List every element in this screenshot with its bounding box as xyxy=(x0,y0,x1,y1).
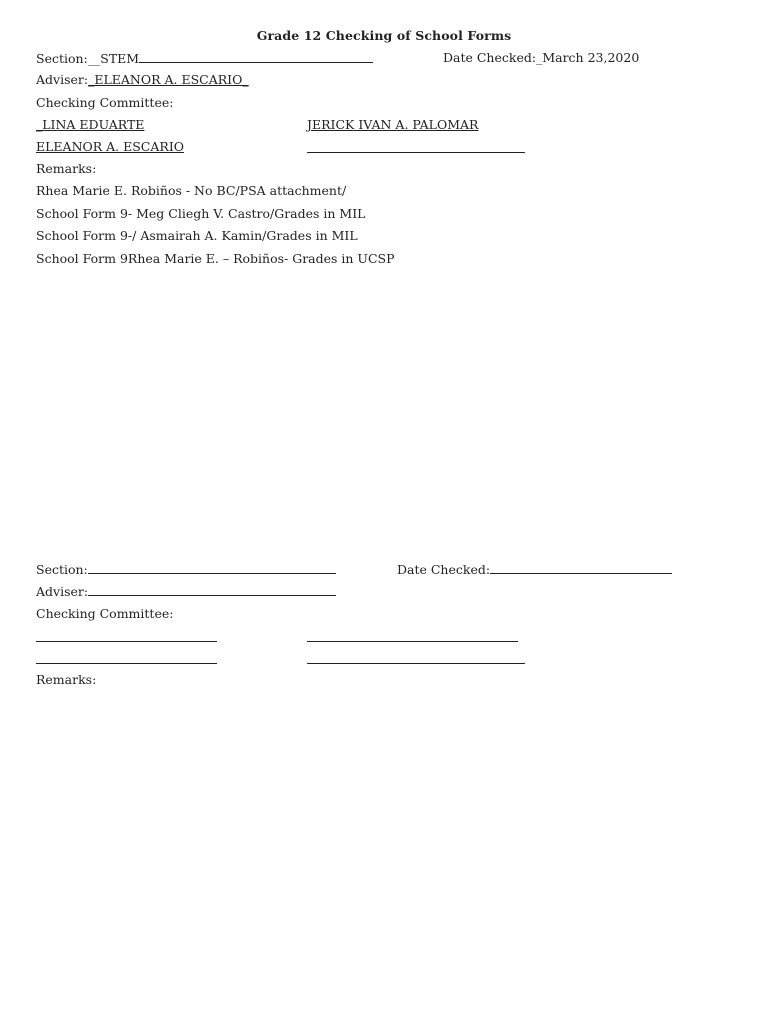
committee-member-3: ELEANOR A. ESCARIO xyxy=(36,139,184,154)
section-value: __STEM xyxy=(87,51,140,66)
blank-date-label: Date Checked: xyxy=(397,562,491,577)
blank-committee-line xyxy=(36,663,217,664)
section-label: Section: xyxy=(36,51,88,66)
remark-item: Rhea Marie E. Robiños - No BC/PSA attachment/ xyxy=(36,183,347,198)
blank-adviser-row xyxy=(36,583,336,599)
committee-label: Checking Committee: xyxy=(36,95,174,110)
blank-committee-label: Checking Committee: xyxy=(36,606,174,621)
date-value: _March 23,2020 xyxy=(536,50,640,65)
blank-date-row xyxy=(397,561,672,577)
committee-blank-line xyxy=(307,152,525,153)
blank-date-field xyxy=(490,561,672,574)
blank-section-field xyxy=(88,561,336,574)
blank-remarks-label: Remarks: xyxy=(36,672,97,687)
committee-member-1: _LINA EDUARTE xyxy=(36,117,145,132)
form-title: Grade 12 Checking of School Forms xyxy=(256,28,512,43)
blank-committee-line xyxy=(36,641,217,642)
date-label: Date Checked: xyxy=(443,50,537,65)
adviser-label: Adviser: xyxy=(36,72,89,87)
blank-adviser-field xyxy=(88,583,336,596)
blank-adviser-label: Adviser: xyxy=(36,584,89,599)
blank-committee-line xyxy=(307,663,525,664)
blank-section-label: Section: xyxy=(36,562,88,577)
remark-item: School Form 9- Meg Cliegh V. Castro/Grades in MIL xyxy=(36,206,366,221)
remark-item: School Form 9Rhea Marie E. – Robiños- Grades in UCSP xyxy=(36,251,395,266)
committee-member-2: JERICK IVAN A. PALOMAR xyxy=(307,117,479,132)
blank-section-row xyxy=(36,561,336,577)
remark-item: School Form 9-/ Asmairah A. Kamin/Grades in MIL xyxy=(36,228,358,243)
date-row xyxy=(443,50,639,65)
section-blank xyxy=(139,50,373,63)
section-row xyxy=(36,50,373,66)
blank-committee-line xyxy=(307,641,518,642)
adviser-value: _ELEANOR A. ESCARIO_ xyxy=(88,72,249,87)
remarks-label: Remarks: xyxy=(36,161,97,176)
adviser-row xyxy=(36,72,249,87)
